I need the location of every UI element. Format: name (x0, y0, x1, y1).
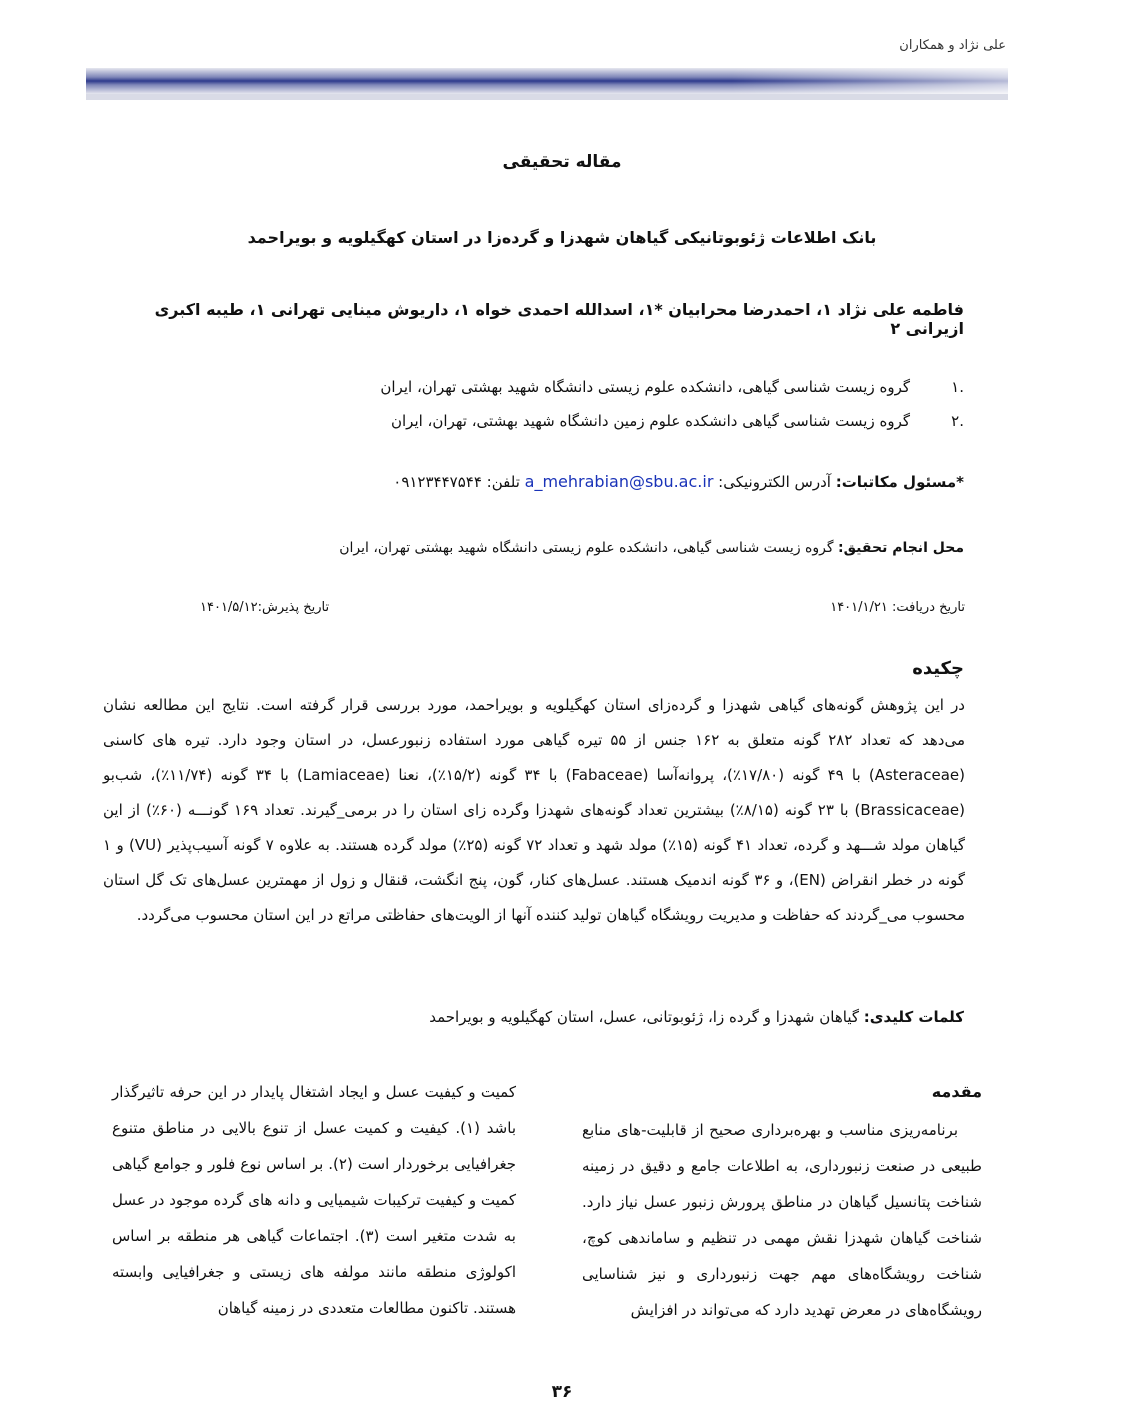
paper-title: بانک اطلاعات ژئوبوتانیکی گیاهان شهدزا و گرده‌زا در استان کهگیلویه و بویراحمد (247, 228, 877, 247)
running-head: علی نژاد و همکاران (899, 38, 1006, 53)
accepted-date: تاریخ پذیرش:۱۴۰۱/۵/۱۲ (200, 600, 330, 615)
location-text: گروه زیست شناسی گیاهی، دانشکده علوم زیستی دانشگاه شهید بهشتی تهران، ایران (339, 540, 834, 556)
intro-paragraph-right: برنامه‌ریزی مناسب و بهره‌برداری صحیح از قابلیت‌-های منابع طبیعی در صنعت زنبورداری، به اطلاعات جامع و دقیق در زمینه شناخت پتانسیل گیاهان در مناطق پرورش زنبور عسل نیاز دارد. شناخت گیاهان شهدزا نقش مهمی در تنظیم و ساماندهی کوچ، شناخت رویشگاه‌های مهم جهت زنبورداری و نیز شناسایی رویشگاه‌های در معرض تهدید دارد که می‌تواند در افزایش (582, 1121, 982, 1319)
affiliation-text: گروه زیست شناسی گیاهی، دانشکده علوم زیستی دانشگاه شهید بهشتی تهران، ایران (380, 378, 910, 396)
page-number: ۳۶ (551, 1382, 573, 1402)
phone-label: تلفن: (486, 473, 520, 491)
keywords-line (102, 1008, 964, 1026)
article-type: مقاله تحقیقی (502, 152, 622, 172)
intro-column-right (582, 1074, 982, 1328)
location-label: محل انجام تحقیق: (837, 540, 964, 556)
keywords-label: کلمات کلیدی: (863, 1008, 964, 1026)
abstract-heading: چکیده (912, 658, 964, 679)
intro-column-left (112, 1074, 516, 1326)
affiliation-number: .۲ (951, 412, 964, 430)
affiliation-number: .۱ (951, 378, 964, 396)
email-label: آدرس الکترونیکی: (718, 473, 831, 491)
email-link[interactable]: a_mehrabian@sbu.ac.ir (524, 472, 714, 491)
abstract-body: در این پژوهش گونه‌های گیاهی شهدزا و گرده‌زای استان کهگیلویه و بویراحمد، مورد بررسی قرار گرفته است. نتایج این مطالعه نشان می‌دهد که تعداد ۲۸۲ گونه متعلق به ۱۶۲ جنس از ۵۵ تیره گیاهی مورد استفاده زنبورعسل، در استان وجود دارد. تیره های کاسنی (Asteraceae) با ۴۹ گونه (۱۷/۸۰٪)، پروانه‌آسا (Fabaceae) با ۳۴ گونه (۱۵/۲٪)، نعنا (Lamiaceae) با ۳۴ گونه (۱۱/۷۴٪)، شب‌بو (Brassicaceae) با ۲۳ گونه (۸/۱۵٪) بیشترین تعداد گونه‌های شهدزا وگرده زای استان را در برمی_گیرند. تعداد ۱۶۹ گونـــه (۶۰٪) از این گیاهان مولد شـــهد و گرده، تعداد ۴۱ گونه (۱۵٪) مولد شهد و تعداد ۷۲ گونه (۲۵٪) مولد گرده هستند. به علاوه ۷ گونه آسیب‌پذیر (VU) و ۱ گونه در خطر انقراض (EN)، و ۳۶ گونه اندمیک هستند. عسل‌های کنار، گون، پنج انگشت، قنقال و زول از مهمترین عسل‌های تک گل استان محسوب می_گردند که حفاظت و مدیریت رویشگاه گیاهان تولید کننده آنها از الویت‌های حفاظتی مراتع در این استان محسوب می‌گردد. (103, 696, 965, 924)
author-list: فاطمه علی نژاد ۱، احمدرضا محرابیان *۱، اسدالله احمدی خواه ۱، داریوش مینایی تهرانی ۱، طیبه اکبری ازیرانی ۲ (154, 300, 964, 338)
affiliation-item (304, 370, 964, 404)
introduction-heading: مقدمه (931, 1082, 982, 1101)
keywords-text: گیاهان شهدزا و گرده زا، ژئوبوتانی، عسل، استان کهگیلویه و بویراحمد (429, 1008, 859, 1026)
header-decorative-bar (86, 64, 1008, 102)
correspondence-label: *مسئول مکاتبات: (835, 473, 964, 491)
affiliation-list (304, 370, 964, 438)
phone-number: ۰۹۱۲۳۴۴۷۵۴۴ (393, 473, 482, 491)
affiliation-item (304, 404, 964, 438)
received-date: تاریخ دریافت: ۱۴۰۱/۱/۲۱ (830, 600, 965, 615)
intro-paragraph-left: کمیت و کیفیت عسل و ایجاد اشتغال پایدار در این حرفه تاثیرگذار باشد (۱). کیفیت و کمیت عسل از تنوع بالایی در مناطق متنوع جغرافیایی برخوردار است (۲). بر اساس نوع فلور و جوامع گیاهی کمیت و کیفیت ترکیبات شیمیایی و دانه های گرده موجود در عسل به شدت متغیر است (۳). اجتماعات گیاهی هر منطقه بر اساس اکولوژی منطقه مانند مولفه های زیستی و جغرافیایی وابسته هستند. تاکنون مطالعات متعددی در زمینه گیاهان (112, 1083, 516, 1317)
dates-row (160, 600, 965, 624)
research-location (104, 540, 964, 556)
correspondence-line (104, 472, 964, 491)
affiliation-text: گروه زیست شناسی گیاهی دانشکده علوم زمین دانشگاه شهید بهشتی، تهران، ایران (390, 412, 910, 430)
